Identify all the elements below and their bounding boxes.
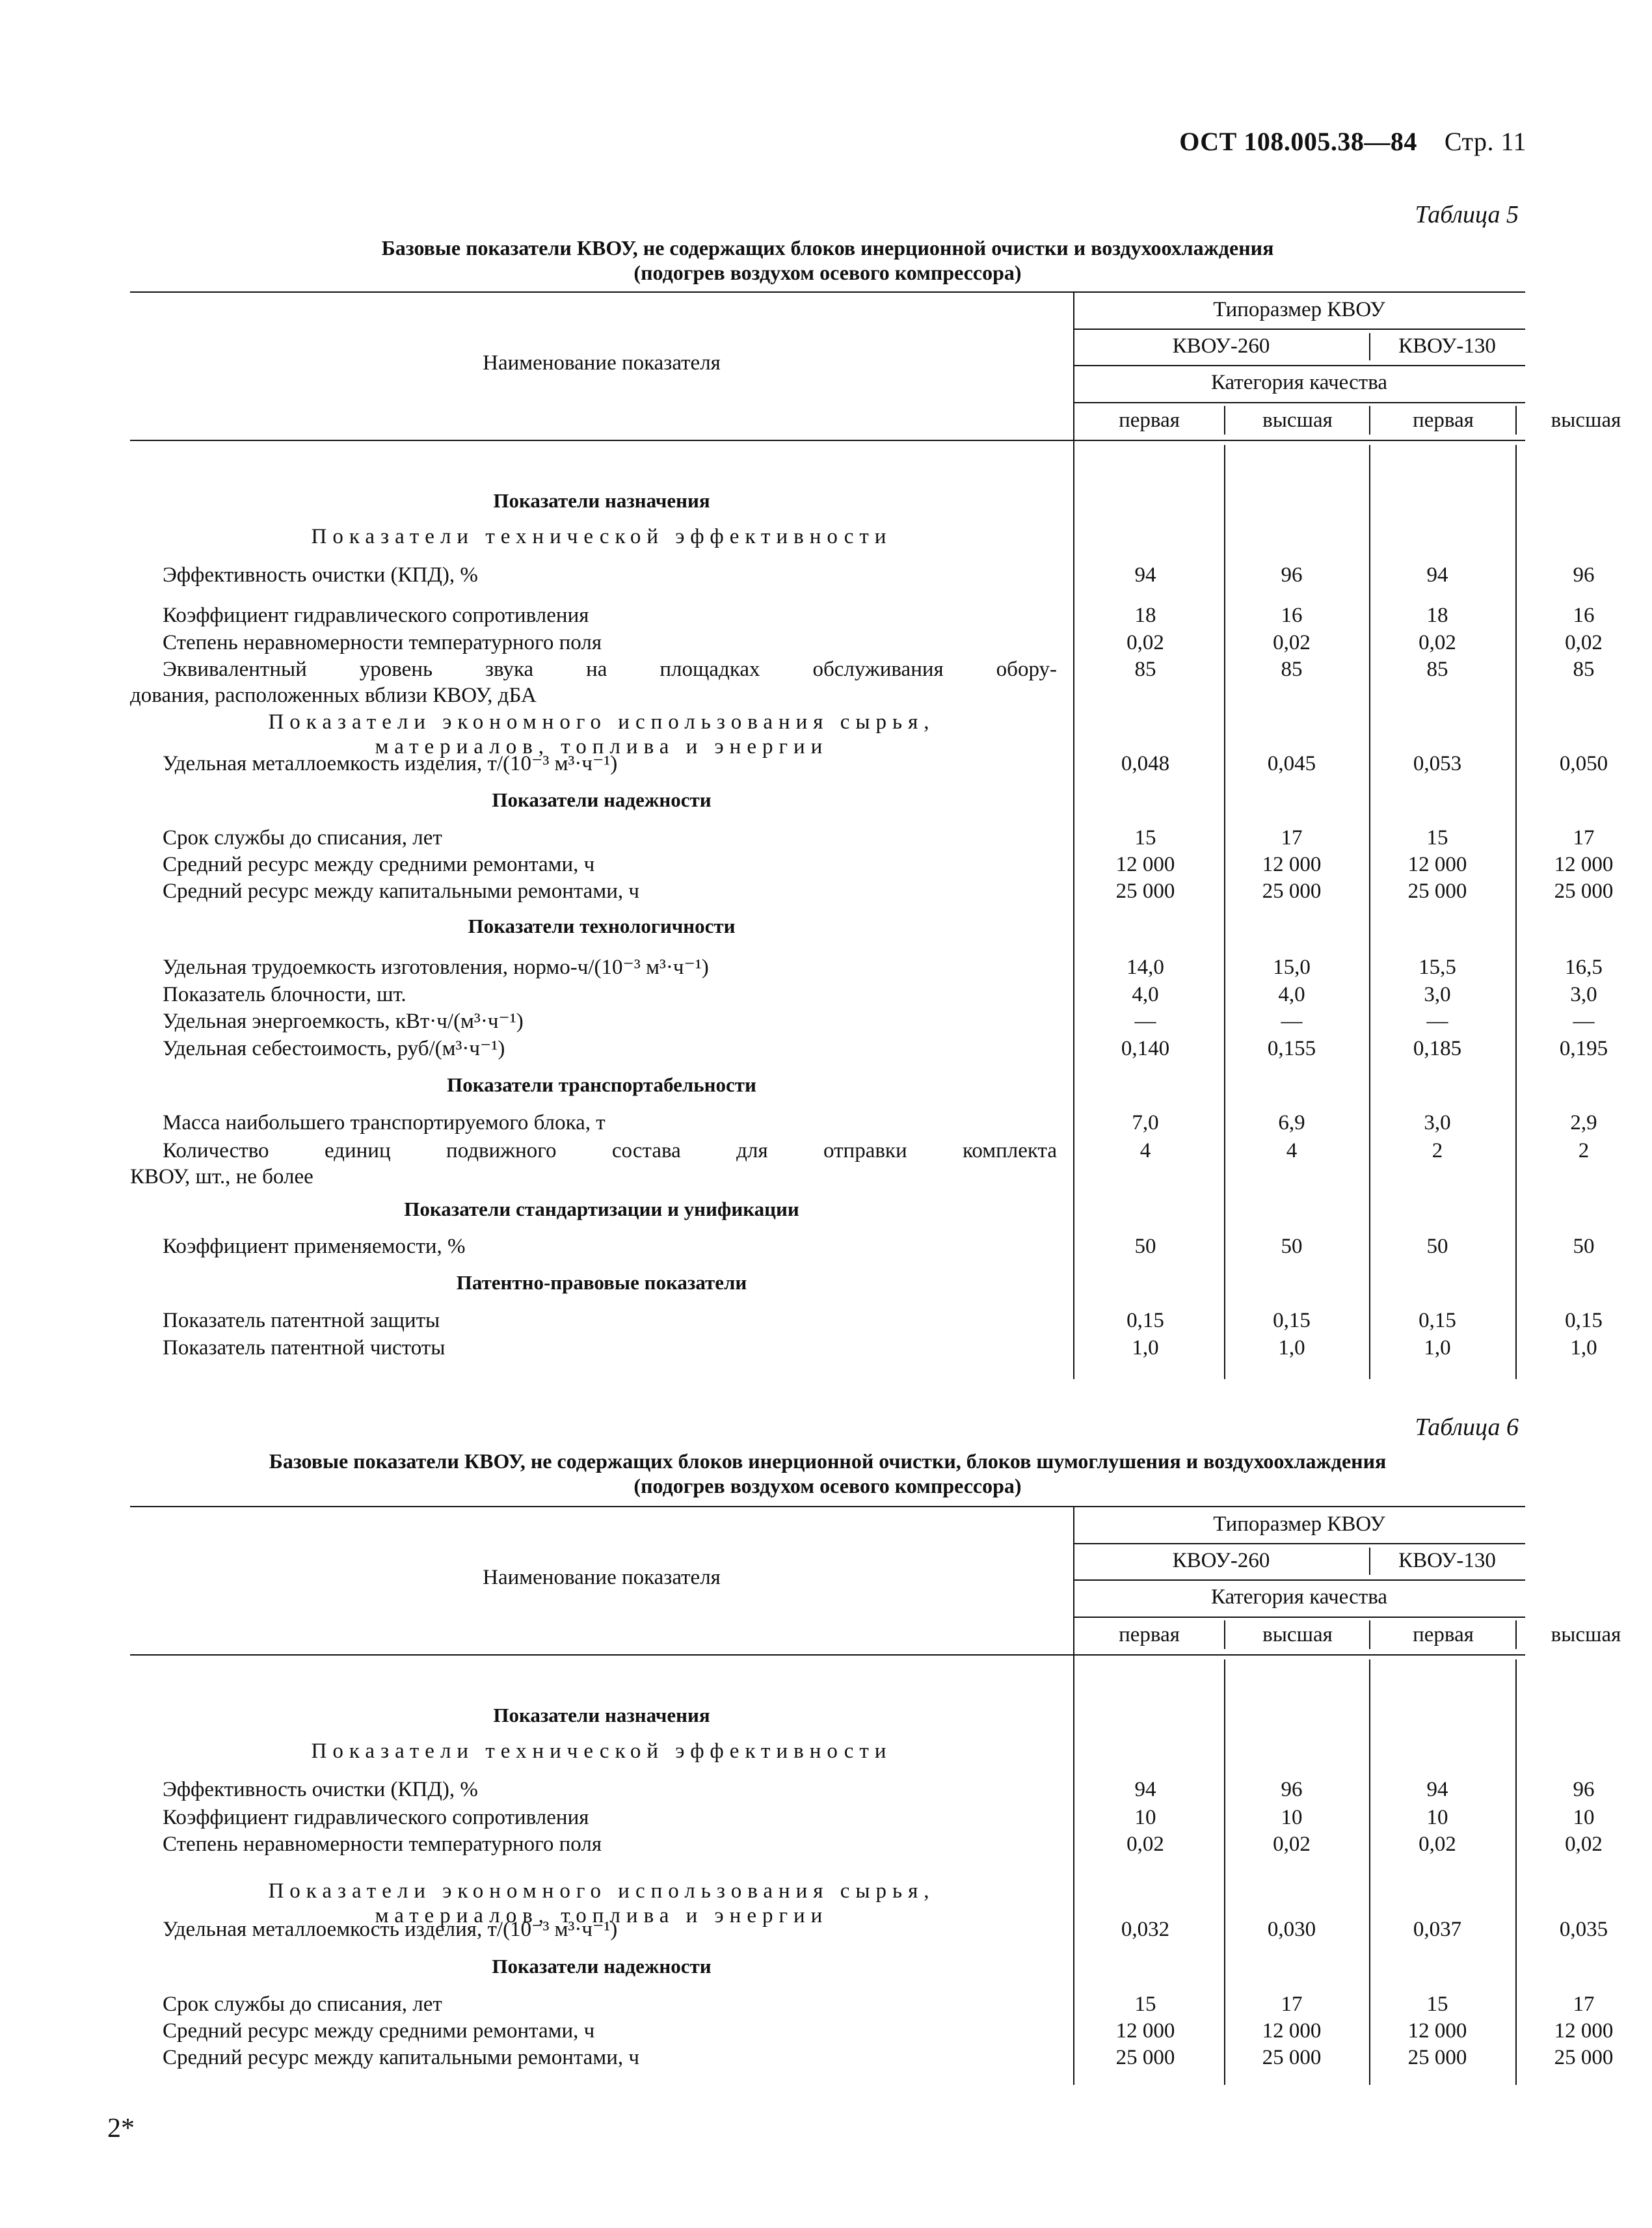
header-cat-highest-130: высшая — [1551, 409, 1621, 432]
value-kvou130-highest: 1,0 — [1570, 1336, 1597, 1360]
value-kvou260-highest: 16 — [1281, 604, 1303, 627]
section-heading: Патентно-правовые показатели — [456, 1271, 747, 1294]
value-kvou260-highest: 0,02 — [1273, 631, 1311, 654]
value-kvou260-highest: 12 000 — [1262, 2019, 1322, 2043]
value-kvou130-first: — — [1426, 1010, 1448, 1033]
table-6-number: Таблица 6 — [1415, 1414, 1519, 1441]
row-label: Показатель патентной защиты — [163, 1309, 440, 1332]
table-6-title-line2: (подогрев воздухом осевого компрессора) — [633, 1474, 1022, 1497]
value-kvou130-highest: 12 000 — [1554, 853, 1614, 876]
header-indicator-name: Наименование показателя — [483, 351, 721, 375]
value-kvou260-highest: 17 — [1281, 1993, 1303, 2016]
section-heading: Показатели стандартизации и унификации — [404, 1198, 799, 1220]
value-kvou260-highest: 50 — [1281, 1235, 1303, 1258]
value-kvou130-highest: 3,0 — [1570, 983, 1597, 1006]
table-5 — [130, 291, 1621, 1379]
row-label: Средний ресурс между средними ремонтами, ч — [163, 853, 595, 876]
row-label — [130, 1138, 1057, 1190]
header-cat-highest-260: высшая — [1262, 1623, 1333, 1646]
header-size: Типоразмер КВОУ — [1213, 1512, 1385, 1536]
value-kvou260-highest: 85 — [1281, 658, 1303, 681]
value-kvou260-first: 94 — [1134, 1778, 1156, 1801]
value-kvou260-highest: 25 000 — [1262, 879, 1322, 903]
value-kvou130-first: 50 — [1426, 1235, 1448, 1258]
value-kvou260-first: 18 — [1134, 604, 1156, 627]
value-kvou260-highest: 0,155 — [1267, 1037, 1316, 1060]
value-kvou260-highest: 10 — [1281, 1806, 1303, 1829]
row-label: Средний ресурс между капитальными ремонтами, ч — [163, 2046, 639, 2069]
value-kvou130-highest: 96 — [1573, 563, 1595, 587]
value-kvou260-highest: 96 — [1281, 563, 1303, 587]
value-kvou130-first: 85 — [1426, 658, 1448, 681]
value-kvou130-highest: 0,15 — [1565, 1309, 1603, 1332]
value-kvou130-highest: 96 — [1573, 1778, 1595, 1801]
header-category: Категория качества — [1210, 371, 1388, 394]
table-6-title-line1: Базовые показатели КВОУ, не содержащих блоков инерционной очистки, блоков шумоглушения и воздухоохлаждения — [269, 1449, 1387, 1473]
value-kvou260-first: 25 000 — [1115, 879, 1175, 903]
value-kvou260-first: 0,15 — [1126, 1309, 1164, 1332]
row-label: Степень неравномерности температурного поля — [163, 1832, 602, 1856]
category-rule — [1073, 402, 1525, 403]
section-heading: Показатели надежности — [492, 788, 712, 811]
value-kvou260-highest: 0,030 — [1267, 1918, 1316, 1941]
value-kvou130-highest: 17 — [1573, 826, 1595, 850]
value-kvou130-highest: 0,195 — [1559, 1037, 1608, 1060]
row-label: Удельная себестоимость, руб/(м³·ч⁻¹) — [163, 1037, 505, 1060]
header-cat-first-260: первая — [1119, 409, 1180, 432]
row-label: Эффективность очистки (КПД), % — [163, 1778, 478, 1801]
header-cat-first-130: первая — [1413, 1623, 1474, 1646]
subsection-line2: материалов, топлива и энергии — [375, 1904, 829, 1927]
value-kvou130-first: 0,185 — [1413, 1037, 1462, 1060]
row-label: Средний ресурс между капитальными ремонтами, ч — [163, 879, 639, 903]
value-kvou130-highest: 2 — [1578, 1139, 1590, 1162]
value-kvou260-first: 15 — [1134, 1993, 1156, 2016]
table-6 — [130, 1506, 1621, 2085]
row-label: Средний ресурс между средними ремонтами, ч — [163, 2019, 595, 2043]
value-kvou260-first: 10 — [1134, 1806, 1156, 1829]
table-5-number: Таблица 5 — [1415, 201, 1519, 228]
value-kvou130-first: 0,02 — [1419, 631, 1456, 654]
page-number: Стр. 11 — [1444, 127, 1526, 156]
value-kvou130-first: 94 — [1426, 563, 1448, 587]
value-kvou130-highest: 50 — [1573, 1235, 1595, 1258]
header-kvou-130: КВОУ-130 — [1398, 1549, 1496, 1572]
value-kvou130-first: 15 — [1426, 1993, 1448, 2016]
value-kvou260-highest: 12 000 — [1262, 853, 1322, 876]
subsection-line2: материалов, топлива и энергии — [375, 735, 829, 758]
value-kvou130-highest: — — [1573, 1010, 1595, 1033]
header-cat-first-130: первая — [1413, 409, 1474, 432]
category-rule — [1073, 1617, 1525, 1618]
value-kvou260-highest: 25 000 — [1262, 2046, 1322, 2069]
value-kvou260-first: 1,0 — [1132, 1336, 1159, 1360]
row-label: Удельная энергоемкость, кВт·ч/(м³·ч⁻¹) — [163, 1010, 524, 1033]
model-rule — [1073, 1579, 1525, 1581]
value-kvou260-first: 12 000 — [1115, 853, 1175, 876]
value-kvou260-first: 94 — [1134, 563, 1156, 587]
value-kvou260-highest: 96 — [1281, 1778, 1303, 1801]
row-label: Срок службы до списания, лет — [163, 826, 442, 850]
value-kvou130-highest: 85 — [1573, 658, 1595, 681]
value-kvou260-highest: — — [1281, 1010, 1303, 1033]
header-cat-first-260: первая — [1119, 1623, 1180, 1646]
value-kvou260-highest: 17 — [1281, 826, 1303, 850]
header-category: Категория качества — [1210, 1585, 1388, 1609]
page-header — [1179, 126, 1526, 157]
row-label: Показатель патентной чистоты — [163, 1336, 446, 1360]
row-label: Степень неравномерности температурного поля — [163, 631, 602, 654]
row-label: Коэффициент гидравлического сопротивления — [163, 1806, 589, 1829]
value-kvou130-first: 18 — [1426, 604, 1448, 627]
table-5-title-line1: Базовые показатели КВОУ, не содержащих блоков инерционной очистки и воздухоохлаждения — [381, 236, 1274, 260]
value-kvou260-highest: 1,0 — [1278, 1336, 1305, 1360]
header-size: Типоразмер КВОУ — [1213, 298, 1385, 321]
row-label-line1: Количество единиц подвижного состава для отправки комплекта — [163, 1139, 1057, 1162]
value-kvou260-first: 0,048 — [1121, 752, 1170, 775]
value-kvou260-highest: 4,0 — [1278, 983, 1305, 1006]
value-kvou130-first: 25 000 — [1407, 879, 1467, 903]
value-kvou130-highest: 16,5 — [1565, 956, 1603, 979]
row-label — [130, 656, 1057, 708]
value-kvou130-first: 0,15 — [1419, 1309, 1456, 1332]
row-label: Удельная металлоемкость изделия, т/(10⁻³ м³·ч⁻¹) — [163, 1918, 618, 1941]
value-kvou260-first: 0,02 — [1126, 1832, 1164, 1856]
value-kvou260-highest: 6,9 — [1278, 1111, 1305, 1134]
value-kvou260-first: — — [1134, 1010, 1156, 1033]
subsection-heading: Показатели технической эффективности — [311, 525, 892, 548]
value-kvou130-highest: 17 — [1573, 1993, 1595, 2016]
value-kvou130-highest: 0,050 — [1559, 752, 1608, 775]
value-kvou260-first: 7,0 — [1132, 1111, 1159, 1134]
size-rule — [1073, 329, 1525, 330]
value-kvou130-highest: 12 000 — [1554, 2019, 1614, 2043]
row-label: Эффективность очистки (КПД), % — [163, 563, 478, 587]
row-label: Показатель блочности, шт. — [163, 983, 406, 1006]
value-kvou130-first: 94 — [1426, 1778, 1448, 1801]
value-kvou260-first: 4 — [1139, 1139, 1151, 1162]
row-label-line2: дования, расположенных вблизи КВОУ, дБА — [130, 684, 537, 707]
row-label: Срок службы до списания, лет — [163, 1993, 442, 2016]
value-kvou130-first: 3,0 — [1424, 1111, 1451, 1134]
value-kvou260-first: 50 — [1134, 1235, 1156, 1258]
size-rule — [1073, 1543, 1525, 1544]
value-kvou260-first: 14,0 — [1126, 956, 1164, 979]
value-kvou260-highest: 0,02 — [1273, 1832, 1311, 1856]
value-kvou130-highest: 0,02 — [1565, 1832, 1603, 1856]
value-kvou130-highest: 2,9 — [1570, 1111, 1597, 1134]
footer-mark: 2* — [107, 2114, 135, 2143]
row-label: Масса наибольшего транспортируемого блока, т — [163, 1111, 606, 1134]
section-heading: Показатели технологичности — [468, 915, 736, 937]
header-cat-highest-130: высшая — [1551, 1623, 1621, 1646]
row-label: Удельная металлоемкость изделия, т/(10⁻³ м³·ч⁻¹) — [163, 752, 618, 775]
row-label-line1: Эквивалентный уровень звука на площадках обслуживания обору- — [163, 658, 1057, 681]
value-kvou260-first: 12 000 — [1115, 2019, 1175, 2043]
value-kvou130-first: 15,5 — [1419, 956, 1456, 979]
section-heading: Показатели надежности — [492, 1955, 712, 1978]
value-kvou260-first: 0,140 — [1121, 1037, 1170, 1060]
value-kvou260-first: 4,0 — [1132, 983, 1159, 1006]
value-kvou130-highest: 0,02 — [1565, 631, 1603, 654]
value-kvou130-first: 25 000 — [1407, 2046, 1467, 2069]
value-kvou130-highest: 0,035 — [1559, 1918, 1608, 1941]
row-label-line2: КВОУ, шт., не более — [130, 1165, 313, 1188]
value-kvou130-highest: 25 000 — [1554, 879, 1614, 903]
subsection-line1: Показатели экономного использования сырья, — [268, 710, 935, 734]
header-kvou-260: КВОУ-260 — [1172, 1549, 1270, 1572]
value-kvou260-highest: 0,045 — [1267, 752, 1316, 775]
value-kvou260-first: 15 — [1134, 826, 1156, 850]
value-kvou260-first: 0,032 — [1121, 1918, 1170, 1941]
value-kvou130-highest: 16 — [1573, 604, 1595, 627]
subsection-line1: Показатели экономного использования сырья, — [268, 1879, 935, 1903]
row-label: Удельная трудоемкость изготовления, нормо-ч/(10⁻³ м³·ч⁻¹) — [163, 956, 709, 979]
value-kvou130-first: 15 — [1426, 826, 1448, 850]
header-kvou-130: КВОУ-130 — [1398, 334, 1496, 358]
value-kvou260-first: 25 000 — [1115, 2046, 1175, 2069]
value-kvou130-highest: 10 — [1573, 1806, 1595, 1829]
model-rule — [1073, 365, 1525, 366]
value-kvou130-first: 1,0 — [1424, 1336, 1451, 1360]
header-bottom-rule — [130, 440, 1525, 441]
header-indicator-name: Наименование показателя — [483, 1566, 721, 1589]
standard-code: ОСТ 108.005.38—84 — [1179, 127, 1417, 156]
value-kvou130-first: 12 000 — [1407, 853, 1467, 876]
value-kvou260-first: 0,02 — [1126, 631, 1164, 654]
value-kvou130-first: 2 — [1432, 1139, 1443, 1162]
value-kvou130-highest: 25 000 — [1554, 2046, 1614, 2069]
section-heading: Показатели назначения — [493, 489, 710, 512]
value-kvou260-highest: 4 — [1286, 1139, 1298, 1162]
value-kvou130-first: 10 — [1426, 1806, 1448, 1829]
header-kvou-260: КВОУ-260 — [1172, 334, 1270, 358]
row-label: Коэффициент гидравлического сопротивления — [163, 604, 589, 627]
value-kvou130-first: 12 000 — [1407, 2019, 1467, 2043]
subsection-heading: Показатели технической эффективности — [311, 1739, 892, 1763]
value-kvou130-first: 0,02 — [1419, 1832, 1456, 1856]
value-kvou130-first: 0,053 — [1413, 752, 1462, 775]
row-label: Коэффициент применяемости, % — [163, 1235, 466, 1258]
table-6-title — [130, 1449, 1525, 1498]
value-kvou260-highest: 0,15 — [1273, 1309, 1311, 1332]
table-top-rule — [130, 291, 1525, 293]
header-cat-highest-260: высшая — [1262, 409, 1333, 432]
section-heading: Показатели назначения — [493, 1704, 710, 1726]
value-kvou130-first: 0,037 — [1413, 1918, 1462, 1941]
value-kvou130-first: 3,0 — [1424, 983, 1451, 1006]
header-bottom-rule — [130, 1654, 1525, 1656]
table-5-title-line2: (подогрев воздухом осевого компрессора) — [633, 261, 1022, 284]
table-top-rule — [130, 1506, 1525, 1507]
value-kvou260-highest: 15,0 — [1273, 956, 1311, 979]
section-heading: Показатели транспортабельности — [447, 1073, 756, 1096]
table-5-title — [130, 235, 1525, 285]
value-kvou260-first: 85 — [1134, 658, 1156, 681]
